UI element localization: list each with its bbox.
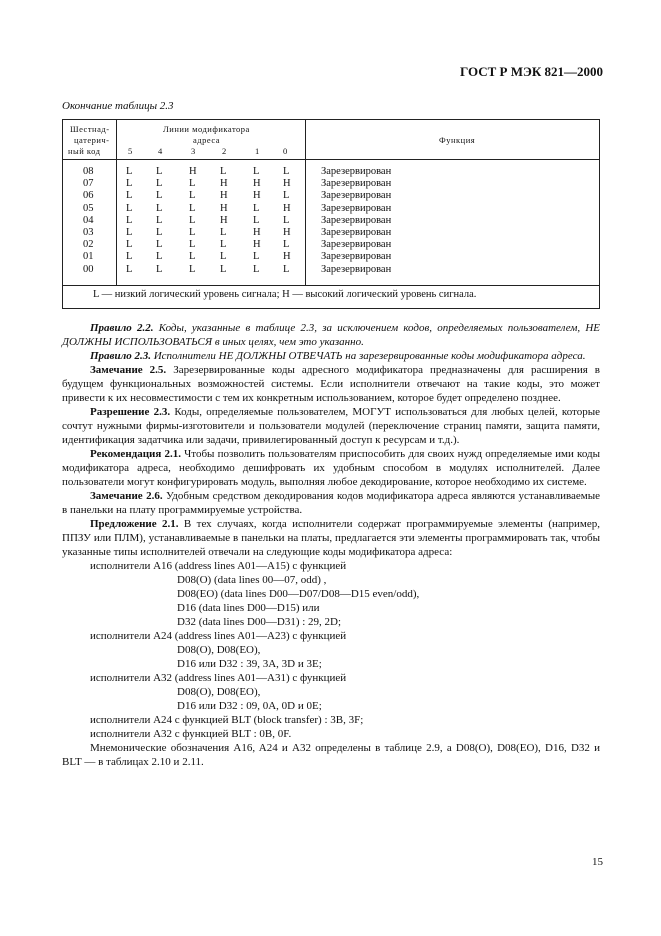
bit-value: H (283, 251, 291, 263)
function-cell: Зарезервирован (321, 239, 392, 251)
recommendation-2-1: Рекомендация 2.1. Чтобы позволить пользователям приспособить для своих нужд определяемые ими коды модификатора адреса, необходимо дешифровать их удобным способом в модулях исполнителей. Далее пользователи могут конфигурировать модуль, выполняя любое декодирование, которое необходимо их системе. (62, 448, 600, 488)
bit-value: L (156, 227, 163, 239)
bit-value: L (126, 178, 133, 190)
code-line: D08(O), D08(EO), (177, 686, 261, 698)
table-caption: Окончание таблицы 2.3 (62, 100, 174, 112)
bit-value: H (253, 239, 261, 251)
function-cell: Зарезервирован (321, 227, 392, 239)
bit-value: L (126, 263, 133, 275)
bit-header-4: 4 (158, 146, 163, 156)
bit-value: H (283, 227, 291, 239)
bit-value: L (126, 166, 133, 177)
bit-column-2 (220, 166, 228, 276)
bit-value: L (189, 239, 196, 251)
header-hex-2: цатерич- (74, 135, 110, 145)
bit-value: H (220, 190, 228, 202)
bit-value: L (156, 202, 163, 214)
permission-2-3: Разрешение 2.3. Коды, определяемые пользователем, МОГУТ использоваться для любых целей, которые сочтут нужными фирмы-изготовители и пользователи модулей (переключение страниц памяти, защита памяти, идентификация задатчика или задачи, привилегированный доступ к ресурсам и т.д.). (62, 406, 600, 446)
bit-header-0: 0 (283, 146, 288, 156)
bit-value: L (253, 251, 260, 263)
bit-value: L (189, 202, 196, 214)
proposal-2-1: Предложение 2.1. В тех случаях, когда исполнители содержат программируемые элементы (например, ППЗУ или ПЛМ), устанавливаемые в панельки на платы, предлагается эти элементы программировать так, чтобы указанные типы исполнителей отвечали на следующие коды модификатора адреса: (62, 518, 600, 558)
bit-column-5 (126, 166, 132, 276)
header-function: Функция (439, 135, 476, 145)
hex-code: 03 (83, 227, 94, 239)
function-column (321, 166, 391, 276)
code-line: исполнители A32 с функцией BLT : 0B, 0F. (90, 728, 292, 740)
code-line: D16 или D32 : 39, 3A, 3D и 3E; (177, 658, 322, 670)
bit-column-0 (283, 166, 291, 276)
function-cell: Зарезервирован (321, 166, 392, 177)
header-lines-2: адреса (193, 135, 220, 145)
bit-value: L (189, 178, 196, 190)
note-2-6: Замечание 2.6. Удобным средством декодирования кодов модификатора адреса являются устанавливаемые в панельки на плату программируемые устройства. (62, 490, 601, 516)
note-2-5: Замечание 2.5. Зарезервированные коды адресного модификатора предназначены для расширения в будущем функциональных возможностей системы. Если исполнители отвечают на такие коды, это может привести к их несовместимости с тем их конкретным использованием, которое будет определено позднее. (62, 364, 601, 404)
bit-value: H (189, 166, 197, 177)
hex-code: 07 (83, 178, 94, 190)
hex-code: 00 (83, 263, 94, 275)
bit-column-3 (189, 166, 197, 276)
page-number: 15 (592, 856, 603, 868)
rule-2-2: Правило 2.2. Коды, указанные в таблице 2.3, за исключением кодов, определяемых пользователем, НЕ ДОЛЖНЫ ИСПОЛЬЗОВАТЬСЯ в иных целях, чем это указанно. (62, 322, 600, 348)
bit-value: L (253, 166, 260, 177)
bit-value: L (283, 166, 290, 177)
bit-value: L (189, 190, 196, 202)
bit-value: L (220, 227, 227, 239)
code-line: исполнители A32 (address lines A01—A31) с функцией (90, 672, 347, 684)
function-cell: Зарезервирован (321, 214, 392, 226)
table-note: L — низкий логический уровень сигнала; H — высокий логический уровень сигнала. (93, 289, 477, 300)
code-line: D16 или D32 : 09, 0A, 0D и 0E; (177, 700, 322, 712)
bit-value: H (283, 202, 291, 214)
bit-value: L (156, 190, 163, 202)
rule-2-3: Правило 2.3. Исполнители НЕ ДОЛЖНЫ ОТВЕЧАТЬ на зарезервированные коды модификатора адреса. (90, 350, 586, 362)
bit-value: L (126, 239, 133, 251)
hex-code: 01 (83, 251, 94, 263)
bit-value: H (253, 178, 261, 190)
bit-value: L (283, 214, 290, 226)
code-line: D08(EO) (data lines D00—D07/D08—D15 even/odd), (177, 588, 420, 600)
bit-value: L (126, 190, 133, 202)
header-hex-1: Шестнад- (70, 124, 110, 134)
hex-code: 05 (83, 202, 94, 214)
bit-value: L (126, 227, 133, 239)
function-cell: Зарезервирован (321, 251, 392, 263)
bit-value: L (220, 251, 227, 263)
bit-value: L (189, 227, 196, 239)
bit-value: L (189, 263, 196, 275)
bit-value: L (156, 251, 163, 263)
bit-value: L (126, 214, 133, 226)
bit-value: L (189, 251, 196, 263)
bit-column-4 (156, 166, 162, 276)
bit-value: L (156, 263, 163, 275)
hex-code: 04 (83, 214, 94, 226)
bit-header-3: 3 (191, 146, 196, 156)
bit-value: L (220, 263, 227, 275)
header-lines-1: Линии модификатора (163, 124, 250, 134)
code-line: D16 (data lines D00—D15) или (177, 602, 320, 614)
function-cell: Зарезервирован (321, 202, 392, 214)
function-cell: Зарезервирован (321, 190, 392, 202)
bit-value: L (253, 263, 260, 275)
function-cell: Зарезервирован (321, 178, 392, 190)
bit-value: L (220, 166, 227, 177)
bit-value: H (220, 202, 228, 214)
code-line: исполнители A16 (address lines A01—A15) с функцией (90, 560, 347, 572)
bit-header-2: 2 (222, 146, 227, 156)
header-hex-3: ный код (68, 146, 101, 156)
document-id: ГОСТ Р МЭК 821—2000 (460, 64, 603, 79)
bit-value: L (126, 251, 133, 263)
code-line: D08(O), D08(EO), (177, 644, 261, 656)
bit-value: L (126, 202, 133, 214)
bit-value: H (220, 214, 228, 226)
code-line: D08(O) (data lines 00—07, odd) , (177, 574, 327, 586)
hex-code: 06 (83, 190, 94, 202)
bit-header-5: 5 (128, 146, 133, 156)
bit-value: L (283, 263, 290, 275)
code-line: D32 (data lines D00—D31) : 29, 2D; (177, 616, 342, 628)
hex-code-column (83, 166, 94, 276)
bit-value: L (189, 214, 196, 226)
bit-value: L (156, 239, 163, 251)
bit-value: L (283, 190, 290, 202)
bit-header-1: 1 (255, 146, 260, 156)
bit-value: L (220, 239, 227, 251)
bit-value: H (253, 227, 261, 239)
modifier-table (62, 119, 600, 309)
bit-value: H (220, 178, 228, 190)
document-body (62, 321, 600, 769)
bit-column-1 (253, 166, 261, 276)
function-cell: Зарезервирован (321, 263, 392, 275)
bit-value: L (253, 202, 260, 214)
hex-code: 02 (83, 239, 94, 251)
code-line: исполнители A24 (address lines A01—A23) с функцией (90, 630, 347, 642)
bit-value: L (156, 166, 163, 177)
bit-value: H (253, 190, 261, 202)
bit-value: L (156, 214, 163, 226)
bit-value: L (253, 214, 260, 226)
bit-value: H (283, 178, 291, 190)
final-paragraph: Мнемонические обозначения A16, A24 и A32 определены в таблице 2.9, а D08(O), D08(EO), D16, D32 и BLT — в таблицах 2.10 и 2.11. (62, 742, 600, 768)
hex-code: 08 (83, 166, 94, 177)
bit-value: L (283, 239, 290, 251)
code-line: исполнители A24 с функцией BLT (block transfer) : 3B, 3F; (90, 714, 364, 726)
bit-value: L (156, 178, 163, 190)
